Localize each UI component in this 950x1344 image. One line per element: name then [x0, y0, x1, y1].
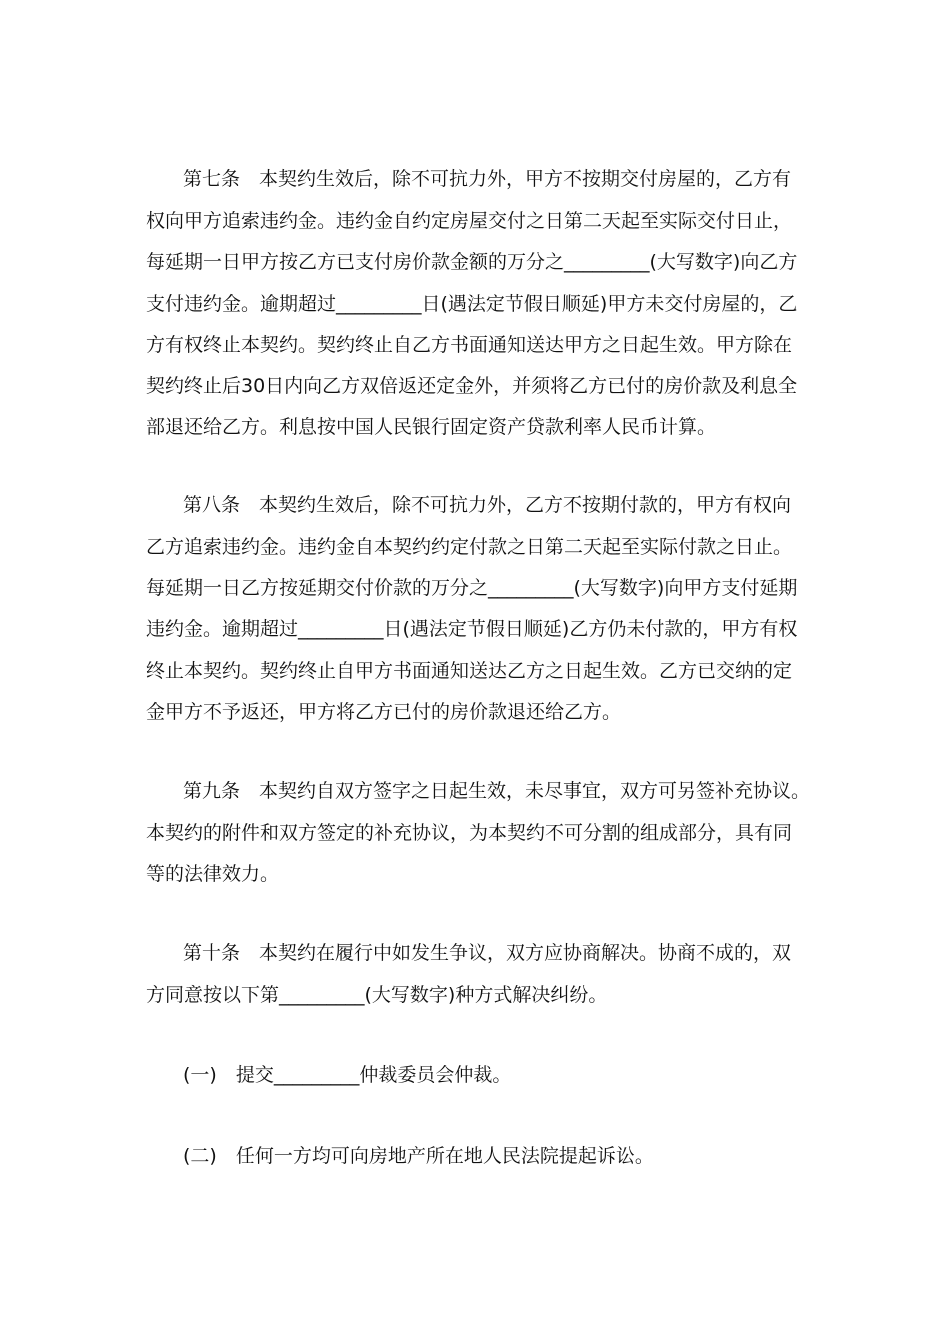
article-8-line-1: 第八条 本契约生效后，除不可抗力外，乙方不按期付款的，甲方有权向: [183, 494, 792, 516]
article-7-line-5: 方有权终止本契约。契约终止自乙方书面通知送达甲方之日起生效。甲方除在: [146, 334, 793, 356]
article-10-line-1: 第十条 本契约在履行中如发生争议，双方应协商解决。协商不成的，双: [183, 942, 792, 964]
article-8-line-4: 违约金。逾期超过_________日(遇法定节假日顺延)乙方仍未付款的，甲方有权: [146, 618, 798, 640]
article-7-line-2: 权向甲方追索违约金。违约金自约定房屋交付之日第二天起至实际交付日止，: [146, 210, 793, 232]
option-litigation: (二) 任何一方均可向房地产所在地人民法院提起诉讼。: [183, 1145, 654, 1167]
article-7-line-3: 每延期一日甲方按乙方已支付房价款金额的万分之_________(大写数字)向乙方: [146, 251, 798, 273]
article-7-line-7: 部退还给乙方。利息按中国人民银行固定资产贷款利率人民币计算。: [146, 416, 717, 438]
article-10-line-2: 方同意按以下第_________(大写数字)种方式解决纠纷。: [146, 984, 608, 1006]
article-8-line-6: 金甲方不予返还，甲方将乙方已付的房价款退还给乙方。: [146, 701, 622, 723]
article-9-line-1: 第九条 本契约自双方签字之日起生效，未尽事宜，双方可另签补充协议。: [183, 780, 811, 802]
article-9-line-3: 等的法律效力。: [146, 863, 280, 885]
article-7-line-6: 契约终止后30日内向乙方双倍返还定金外，并须将乙方已付的房价款及利息全: [146, 375, 798, 397]
article-8-line-5: 终止本契约。契约终止自甲方书面通知送达乙方之日起生效。乙方已交纳的定: [146, 660, 793, 682]
article-7-line-1: 第七条 本契约生效后，除不可抗力外，甲方不按期交付房屋的，乙方有: [183, 168, 792, 190]
article-8-line-3: 每延期一日乙方按延期交付价款的万分之_________(大写数字)向甲方支付延期: [146, 577, 798, 599]
article-9-line-2: 本契约的附件和双方签定的补充协议，为本契约不可分割的组成部分，具有同: [146, 822, 793, 844]
option-arbitration: (一) 提交_________仲裁委员会仲裁。: [183, 1064, 512, 1086]
article-8-line-2: 乙方追索违约金。违约金自本契约约定付款之日第二天起至实际付款之日止。: [146, 536, 793, 558]
article-7-line-4: 支付违约金。逾期超过_________日(遇法定节假日顺延)甲方未交付房屋的，乙: [146, 293, 798, 315]
